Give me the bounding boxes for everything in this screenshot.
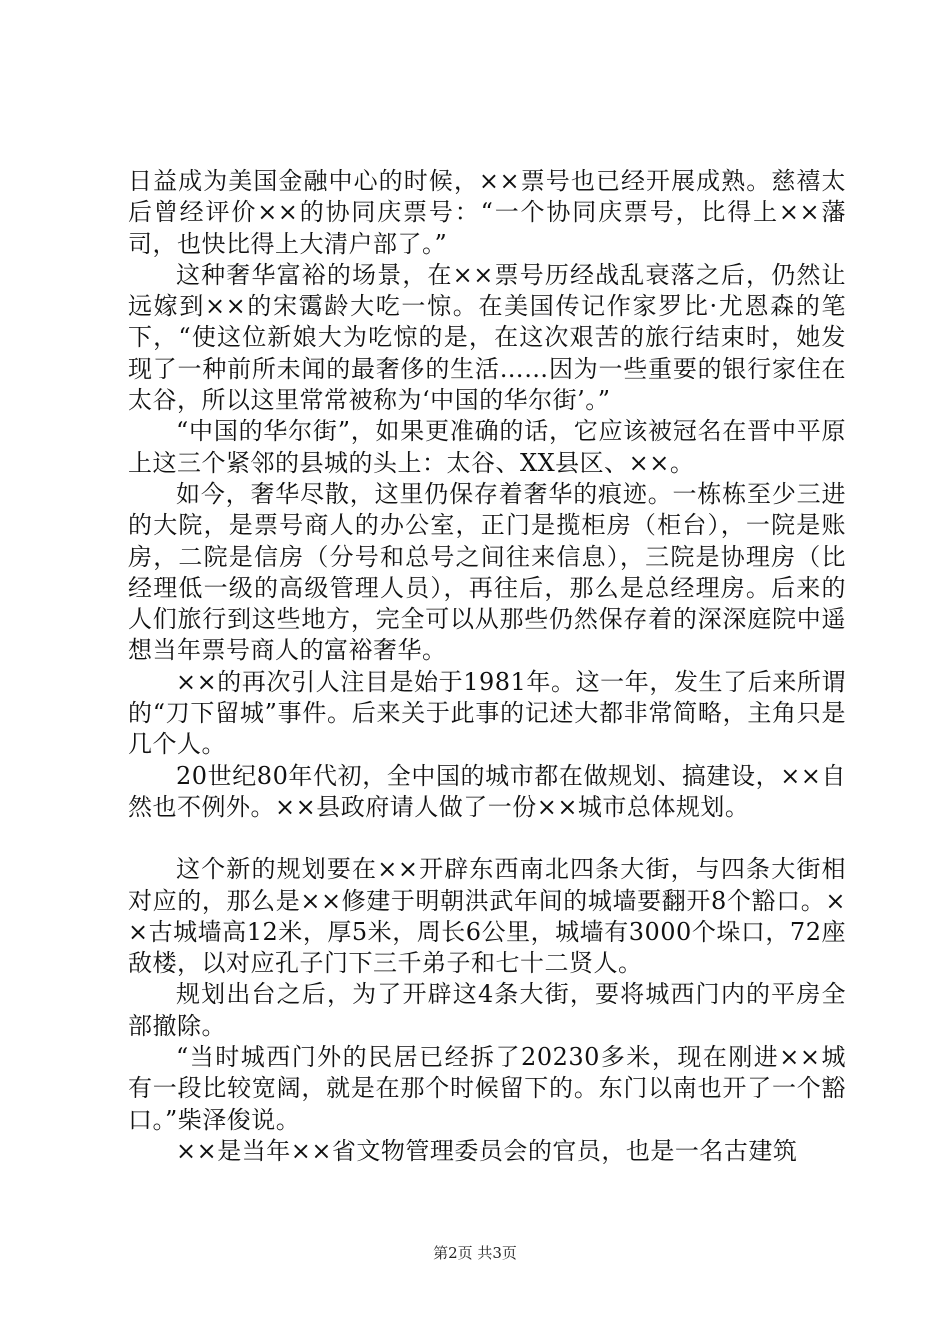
paragraph: 如今，奢华尽散，这里仍保存着奢华的痕迹。一栋栋至少三进的大院，是票号商人的办公室，正门是揽柜房（柜台），一院是账房，二院是信房（分号和总号之间往来信息），三院是协理房（比经理低一级的高级管理人员），再往后，那么是总经理房。后来的人们旅行到这些地方，完全可以从那些仍然保存着的深深庭院中遥想当年票号商人的富裕奢华。 — [128, 479, 846, 665]
paragraph: 这个新的规划要在××开辟东西南北四条大街，与四条大街相对应的，那么是××修建于明朝洪武年间的城墙要翻开8个豁口。××古城墙高12米，厚5米，周长6公里，城墙有3000个垛口，72座敌楼，以对应孔子门下三千弟子和七十二贤人。 — [128, 855, 846, 978]
paragraph: 日益成为美国金融中心的时候，××票号也已经开展成熟。慈禧太后曾经评价××的协同庆票号：“一个协同庆票号，比得上××藩司，也快比得上大清户部了。” — [128, 167, 846, 258]
page-number-footer: 第2页 共3页 — [433, 1244, 517, 1262]
paragraph: ××的再次引人注目是始于1981年。这一年，发生了后来所谓的“刀下留城”事件。后来关于此事的记述大都非常简略，主角只是几个人。 — [128, 667, 846, 759]
paragraph: ××是当年××省文物管理委员会的官员，也是一名古建筑 — [176, 1136, 798, 1165]
paragraph-spacer — [128, 823, 846, 854]
paragraph: 这种奢华富裕的场景，在××票号历经战乱衰落之后，仍然让远嫁到××的宋霭龄大吃一惊。在美国传记作家罗比·尤恩森的笔下，“使这位新娘大为吃惊的是，在这次艰苦的旅行结束时，她发现了一种前所未闻的最奢侈的生活……因为一些重要的银行家住在太谷，所以这里常常被称为‘中国的华尔街’。” — [128, 260, 846, 415]
document-body — [128, 166, 846, 1167]
paragraph: 规划出台之后，为了开辟这4条大街，要将城西门内的平房全部撤除。 — [128, 980, 846, 1040]
paragraph: 20世纪80年代初，全中国的城市都在做规划、搞建设，××自然也不例外。××县政府请人做了一份××城市总体规划。 — [128, 761, 846, 821]
paragraph: “当时城西门外的民居已经拆了20230多米，现在刚进××城有一段比较宽阔，就是在那个时候留下的。东门以南也开了一个豁口。”柴泽俊说。 — [128, 1043, 846, 1134]
paragraph: “中国的华尔街”，如果更准确的话，它应该被冠名在晋中平原上这三个紧邻的县城的头上：太谷、XX县区、××。 — [128, 417, 846, 477]
